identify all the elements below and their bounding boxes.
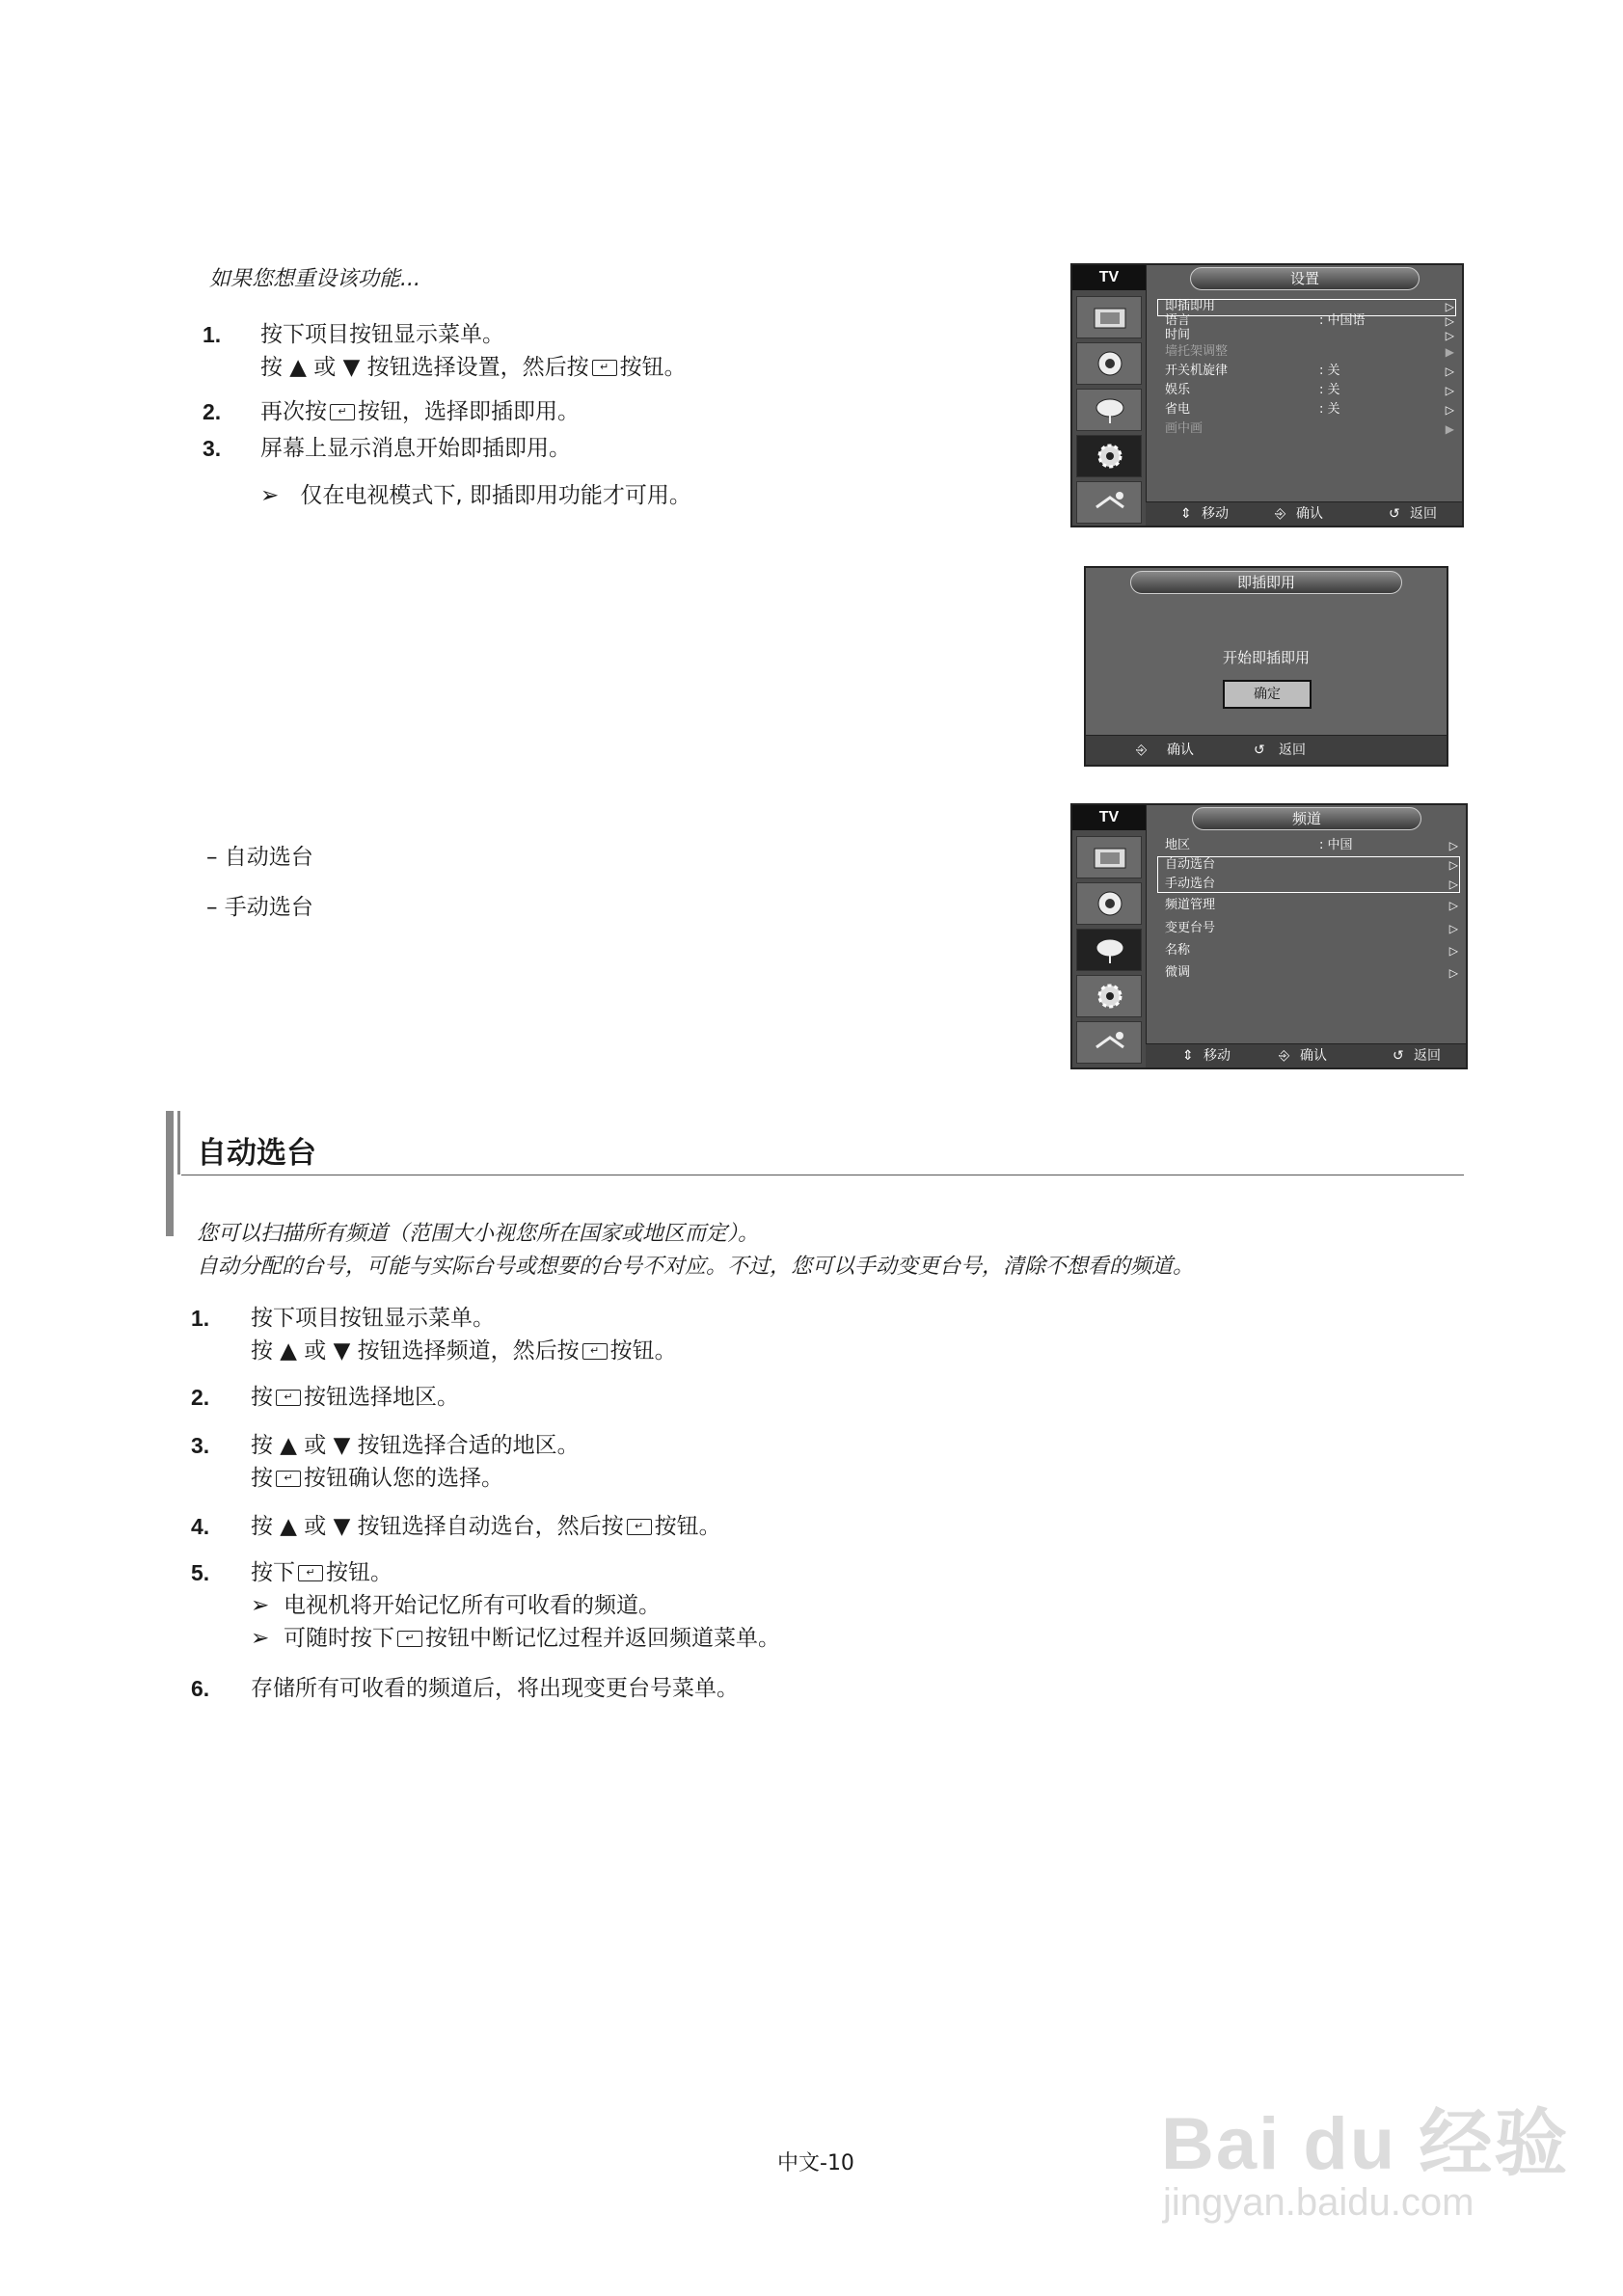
section-step-3 (191, 1429, 1252, 1495)
return-icon: ↺ (1393, 1048, 1404, 1064)
enter-icon: ↵ (627, 1519, 652, 1535)
menu-item-language[interactable]: 语言 : 中国语 ▷ (1165, 313, 1454, 328)
setup-menu-panel (1070, 263, 1464, 527)
input-tab-icon (1076, 481, 1142, 524)
dialog-title: 即插即用 (1130, 571, 1402, 594)
step-number: 2. (191, 1385, 210, 1410)
sound-tab-icon (1076, 882, 1142, 925)
menu-title: 频道 (1192, 807, 1421, 830)
section-side-bar-thin (177, 1111, 180, 1175)
return-icon: ↺ (1254, 743, 1265, 758)
dialog-message: 开始即插即用 (1222, 649, 1310, 666)
intro-text: 如果您想重设该功能... (209, 267, 420, 291)
enter-icon: ↵ (276, 1471, 301, 1487)
enter-icon: ↵ (592, 360, 617, 376)
note-arrow-icon: ➢ (251, 1593, 270, 1618)
enter-icon: ⎆ (1136, 743, 1148, 758)
step-text: 按 ▲ 或 ▼ 按钮选择自动选台，然后按 (251, 1514, 624, 1539)
channel-tab-icon (1076, 389, 1142, 431)
section-desc-1: 您可以扫描所有频道（范围大小视您所在国家或地区而定）。 (197, 1222, 760, 1246)
setup-tab-icon (1076, 975, 1142, 1017)
note-text: 电视机将开始记忆所有可收看的频道。 (284, 1593, 661, 1618)
step-text: 按钮。 (654, 1514, 721, 1539)
section-step-4 (191, 1510, 1252, 1543)
enter-icon: ⎆ (1279, 1048, 1290, 1064)
note-text: 仅在电视模式下, 即插即用功能才可用。 (300, 483, 691, 508)
menu-item-auto-store[interactable]: 自动选台 ▷ (1165, 857, 1458, 872)
menu-item-energy-saving[interactable]: 省电 : 关 ▷ (1165, 402, 1454, 417)
menu-item-sort[interactable]: 变更台号 ▷ (1165, 921, 1458, 935)
menu-footer (1146, 1043, 1466, 1067)
note-text: 按钮中断记忆过程并返回频道菜单。 (425, 1626, 780, 1651)
menu-item-region[interactable]: 地区 : 中国 ▷ (1165, 838, 1458, 852)
menu-item-time[interactable]: 时间 ▷ (1165, 328, 1454, 342)
channel-menu-panel (1070, 803, 1468, 1069)
enter-icon: ↵ (582, 1343, 608, 1360)
footer-move: 移动 (1204, 1048, 1231, 1064)
step-number: 1. (203, 322, 222, 347)
step-text: 按钮，选择即插即用。 (358, 399, 580, 424)
section-title: 自动选台 (197, 1136, 316, 1171)
menu-item-wall-mount: 墙托架调整 ▶ (1165, 344, 1454, 359)
menu-item-channel-manager[interactable]: 频道管理 ▷ (1165, 898, 1458, 912)
footer-return: 返回 (1279, 743, 1306, 758)
top-step-2 (203, 395, 974, 428)
section-side-bar (166, 1111, 174, 1236)
return-icon: ↺ (1389, 506, 1400, 522)
step-text: 按下项目按钮显示菜单。 (251, 1306, 495, 1331)
step-text: 按钮确认您的选择。 (304, 1466, 503, 1491)
step-text: 按钮选择地区。 (304, 1385, 459, 1410)
menu-sidebar (1072, 265, 1147, 526)
footer-enter: 确认 (1296, 506, 1323, 522)
plug-and-play-dialog (1084, 566, 1448, 767)
enter-icon: ⎆ (1275, 506, 1286, 522)
step-text: 按下 (251, 1560, 295, 1585)
step-text: 按钮。 (326, 1560, 392, 1585)
footer-enter: 确认 (1167, 743, 1194, 758)
step-number: 1. (191, 1306, 210, 1331)
footer-enter: 确认 (1300, 1048, 1327, 1064)
step-text: 按 ▲ 或 ▼ 按钮选择合适的地区。 (251, 1433, 580, 1458)
step-text: 按 ▲ 或 ▼ 按钮选择频道，然后按 (251, 1338, 580, 1364)
move-icon: ⇕ (1180, 506, 1192, 522)
footer-return: 返回 (1414, 1048, 1441, 1064)
step-text: 按钮。 (609, 1338, 677, 1364)
step-text: 按 ▲ 或 ▼ 按钮选择设置，然后按 (260, 355, 589, 380)
picture-tab-icon (1076, 836, 1142, 878)
dash-item-auto: – 自动选台 (206, 845, 313, 870)
section-step-5 (191, 1556, 1252, 1655)
input-tab-icon (1076, 1021, 1142, 1064)
setup-tab-icon (1076, 435, 1142, 477)
footer-return: 返回 (1410, 506, 1437, 522)
move-icon: ⇕ (1182, 1048, 1194, 1064)
enter-icon: ↵ (397, 1631, 422, 1647)
menu-item-plug-and-play[interactable]: 即插即用 ▷ (1165, 299, 1454, 313)
tv-label: TV (1072, 265, 1146, 290)
enter-icon: ↵ (330, 404, 355, 420)
step-text: 存储所有可收看的频道后，将出现变更台号菜单。 (251, 1676, 739, 1701)
section-step-6 (191, 1672, 1252, 1705)
step-text: 按 (251, 1385, 273, 1410)
step-number: 6. (191, 1676, 210, 1701)
menu-item-name[interactable]: 名称 ▷ (1165, 943, 1458, 958)
footer-move: 移动 (1202, 506, 1229, 522)
step-text: 按 (251, 1466, 273, 1491)
note-arrow-icon: ➢ (260, 483, 280, 508)
menu-title: 设置 (1190, 267, 1420, 290)
top-note (260, 479, 935, 512)
step-number: 5. (191, 1560, 210, 1585)
step-number: 3. (191, 1433, 210, 1458)
note-arrow-icon: ➢ (251, 1626, 270, 1651)
menu-sidebar (1072, 805, 1147, 1067)
menu-footer (1146, 501, 1462, 526)
top-step-3 (203, 432, 974, 465)
menu-item-pip: 画中画 ▶ (1165, 421, 1454, 436)
page-number: 中文-10 (777, 2151, 854, 2175)
step-text: 屏幕上显示消息开始即插即用。 (260, 436, 571, 461)
note-text: 可随时按下 (284, 1626, 394, 1651)
section-step-1 (191, 1302, 1252, 1367)
top-step-1 (203, 318, 974, 384)
dash-item-manual: – 手动选台 (206, 895, 313, 920)
step-text: 再次按 (260, 399, 327, 424)
confirm-button[interactable]: 确定 (1223, 680, 1312, 709)
menu-item-entertainment[interactable]: 娱乐 : 关 ▷ (1165, 383, 1454, 397)
menu-item-fine-tune[interactable]: 微调 ▷ (1165, 965, 1458, 980)
enter-icon: ↵ (276, 1390, 301, 1406)
dialog-footer (1086, 735, 1447, 765)
step-number: 4. (191, 1514, 210, 1539)
menu-item-manual-store[interactable]: 手动选台 ▷ (1165, 877, 1458, 891)
picture-tab-icon (1076, 296, 1142, 338)
section-desc-2: 自动分配的台号，可能与实际台号或想要的台号不对应。不过，您可以手动变更台号，清除不想看的频道。 (197, 1255, 1195, 1279)
tv-label: TV (1072, 805, 1146, 830)
step-text: 按钮。 (619, 355, 687, 380)
enter-icon: ↵ (298, 1565, 323, 1581)
step-number: 3. (203, 436, 222, 461)
baidu-watermark-logo: Bai du 经验 (1161, 2103, 1570, 2185)
channel-tab-icon (1076, 929, 1142, 971)
menu-item-melody[interactable]: 开关机旋律 : 关 ▷ (1165, 364, 1454, 378)
step-number: 2. (203, 399, 222, 424)
section-step-2 (191, 1381, 1252, 1414)
sound-tab-icon (1076, 342, 1142, 385)
baidu-watermark-url: jingyan.baidu.com (1163, 2181, 1474, 2224)
step-text: 按下项目按钮显示菜单。 (260, 322, 504, 347)
